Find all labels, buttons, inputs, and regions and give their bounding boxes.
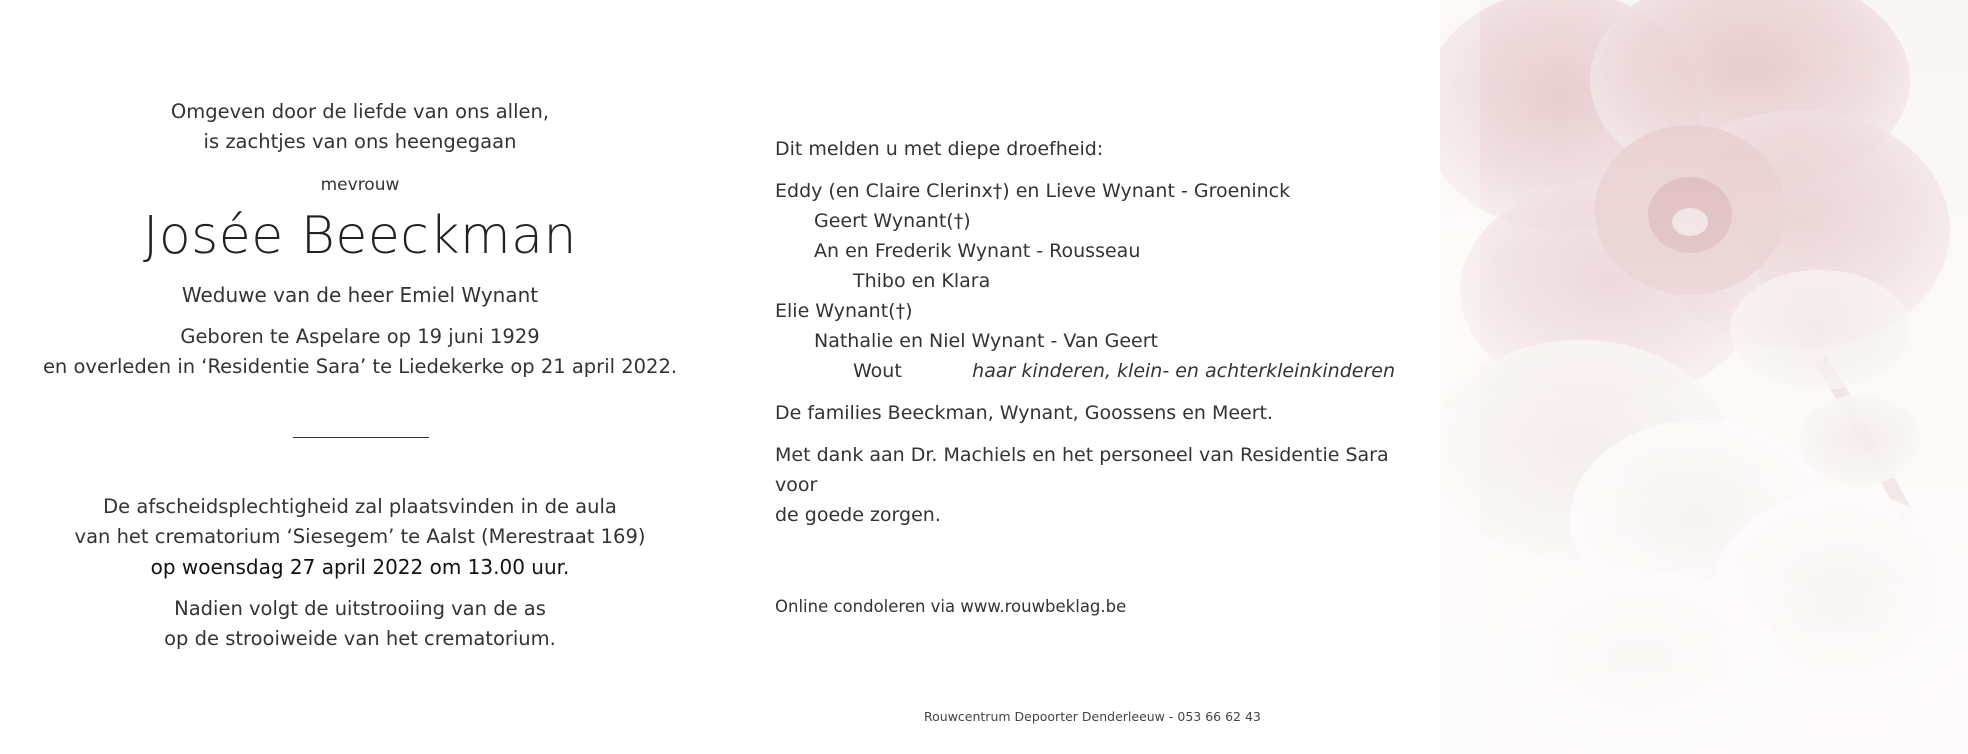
intro-line-2: is zachtjes van ons heengegaan (203, 130, 517, 153)
family-member-name: Elie Wynant(†) (775, 300, 913, 322)
family-member-name: Eddy (en Claire Clerinx†) en Lieve Wynant - Groeninck (775, 180, 1291, 202)
born-line-1: Geboren te Aspelare op 19 juni 1929 (180, 325, 540, 348)
after-line-1: Nadien volgt de uitstrooiing van de as (174, 597, 546, 620)
intro-line-1: Omgeven door de liefde van ons allen, (170, 100, 550, 123)
family-role: haar kinderen, klein- en achterkleinkinderen (972, 360, 1395, 382)
orchid-flower-icon (1440, 0, 1968, 754)
family-member (775, 236, 1395, 266)
family-list (775, 176, 1395, 386)
ceremony-date: op woensdag 27 april 2022 om 13.00 uur. (150, 555, 570, 579)
ceremony-line-2: van het crematorium ‘Siesegem’ te Aalst (Merestraat 169) (74, 525, 646, 548)
orchid-image (1440, 0, 1968, 754)
born-line-2: en overleden in ‘Residentie Sara’ te Liedekerke op 21 april 2022. (42, 355, 678, 378)
family-member (775, 266, 1395, 296)
footer-funeral-home: Rouwcentrum Depoorter Denderleeuw - 053 66 62 43 (924, 709, 1261, 724)
family-member-name: Wout (853, 360, 902, 382)
after-line-2: op de strooiweide van het crematorium. (164, 627, 556, 650)
ceremony-line-1: De afscheidsplechtigheid zal plaatsvinden in de aula (103, 495, 617, 518)
thanks-line-2: de goede zorgen. (775, 504, 941, 526)
family-member (775, 176, 1395, 206)
after-text (40, 594, 680, 654)
family-member-name: Geert Wynant(†) (814, 210, 971, 232)
family-member-name: Nathalie en Niel Wynant - Van Geert (814, 330, 1158, 352)
thanks-line-1: Met dank aan Dr. Machiels en het personeel van Residentie Sara voor (775, 444, 1389, 496)
family-member-name: Thibo en Klara (853, 270, 991, 292)
widow-line: Weduwe van de heer Emiel Wynant (181, 283, 539, 307)
birth-death-text (40, 322, 680, 382)
intro-text (40, 97, 680, 157)
online-condolence: Online condoleren via www.rouwbeklag.be (775, 597, 1127, 616)
salutation: mevrouw (320, 175, 400, 195)
divider-line (293, 437, 429, 438)
thanks-text (775, 440, 1395, 530)
family-member (775, 326, 1395, 356)
family-member (775, 356, 1395, 386)
ceremony-text (40, 492, 680, 552)
families-line: De families Beeckman, Wynant, Goossens en Meert. (775, 402, 1274, 424)
family-member (775, 206, 1395, 236)
family-member (775, 296, 1395, 326)
family-member-name: An en Frederik Wynant - Rousseau (814, 240, 1141, 262)
announcement-line: Dit melden u met diepe droefheid: (775, 138, 1104, 160)
deceased-name: Josée Beeckman (143, 206, 577, 266)
